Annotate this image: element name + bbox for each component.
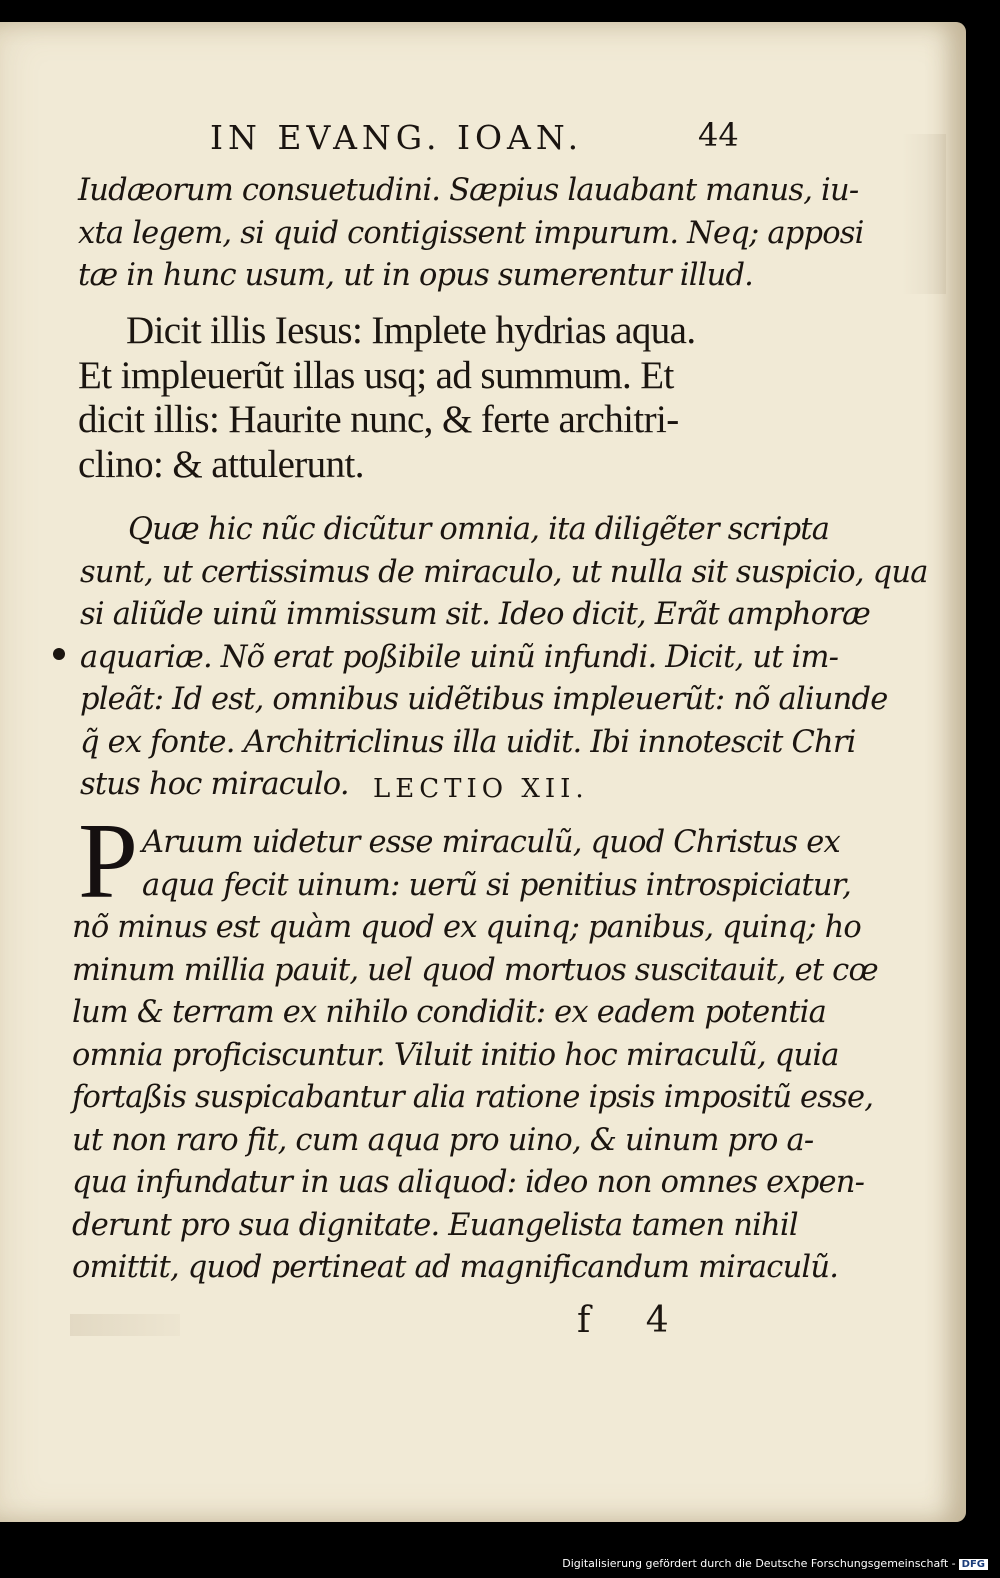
digitization-credit (562, 1557, 988, 1570)
running-head (200, 112, 760, 162)
text-line: clino: & attulerunt. (78, 442, 364, 486)
text-line: derunt pro sua dignitate. Euangelista tamen nihil (72, 1207, 798, 1243)
text-line: pleãt: Id est, omnibus uidẽtibus impleuerũt: nõ aliunde (80, 682, 888, 717)
text-line: xta legem, si quid contigissent impurum. Neq; apposi (78, 215, 864, 251)
signature-mark: f 4 (577, 1300, 691, 1341)
dfg-logo-icon: DFG (959, 1559, 988, 1570)
lectio-heading: LECTIO XII. (373, 774, 589, 804)
text-line: lum & terram ex nihilo condidit: ex eadem potentia (72, 995, 826, 1030)
text-line: aquariæ. Nõ erat poßibile uinũ infundi. Dicit, ut im- (80, 639, 839, 675)
text-line: qua infundatur in uas aliquod: ideo non omnes expen- (72, 1165, 865, 1200)
text-line: nõ minus est quàm quod ex quinq; panibus, quinq; ho (72, 910, 861, 945)
marginal-mark-icon (53, 648, 65, 660)
text-line: omittit, quod pertineat ad magnificandum miraculũ. (72, 1250, 839, 1285)
text-line: aqua fecit uinum: uerũ si penitius introspiciatur, (142, 867, 851, 903)
drop-capital: P (78, 802, 139, 921)
folio-number: 44 (698, 116, 739, 154)
show-through-smudge (70, 1314, 180, 1336)
text-line: si aliũde uinũ immissum sit. Ideo dicit, Erãt amphoræ (80, 597, 870, 632)
running-title: IN EVANG. IOAN. (210, 118, 584, 157)
commentary-paragraph (80, 509, 928, 807)
text-line: minum millia pauit, uel quod mortuos suscitauit, et cœ (72, 952, 878, 988)
text-line: Quæ hic nũc dicũtur omnia, ita diligẽter scripta (128, 512, 830, 547)
lemma-paragraph (78, 309, 746, 487)
book-page (0, 22, 966, 1522)
text-line: q̃ ex fonte. Architriclinus illa uidit. Ibi innotescit Chri (80, 724, 856, 760)
text-line: tæ in hunc usum, ut in opus sumerentur illud. (78, 258, 754, 293)
credit-text: Digitalisierung gefördert durch die Deutsche Forschungsgemeinschaft - (562, 1557, 956, 1570)
text-line: omnia proficiscuntur. Viluit initio hoc miraculũ, quia (72, 1037, 839, 1073)
text-line: dicit illis: Haurite nunc, & ferte architri- (78, 398, 679, 441)
text-line: stus hoc miraculo. (80, 767, 349, 802)
text-line: Dicit illis Iesus: Implete hydrias aqua. (126, 309, 696, 352)
intro-paragraph (78, 170, 864, 298)
text-line: ut non raro fit, cum aqua pro uino, & uinum pro a- (72, 1122, 814, 1158)
lectio-paragraph (72, 822, 878, 1290)
text-line: Aruum uidetur esse miraculũ, quod Christus ex (142, 825, 840, 860)
text-line: Et impleuerũt illas usq; ad summum. Et (78, 353, 674, 397)
text-line: sunt, ut certissimus de miraculo, ut nulla sit suspicio, qua (80, 554, 928, 590)
page-edge-shadow (902, 134, 946, 294)
text-line: Iudæorum consuetudini. Sæpius lauabant manus, iu- (78, 173, 859, 208)
text-line: fortaßis suspicabantur alia ratione ipsis impositũ esse, (72, 1080, 874, 1115)
